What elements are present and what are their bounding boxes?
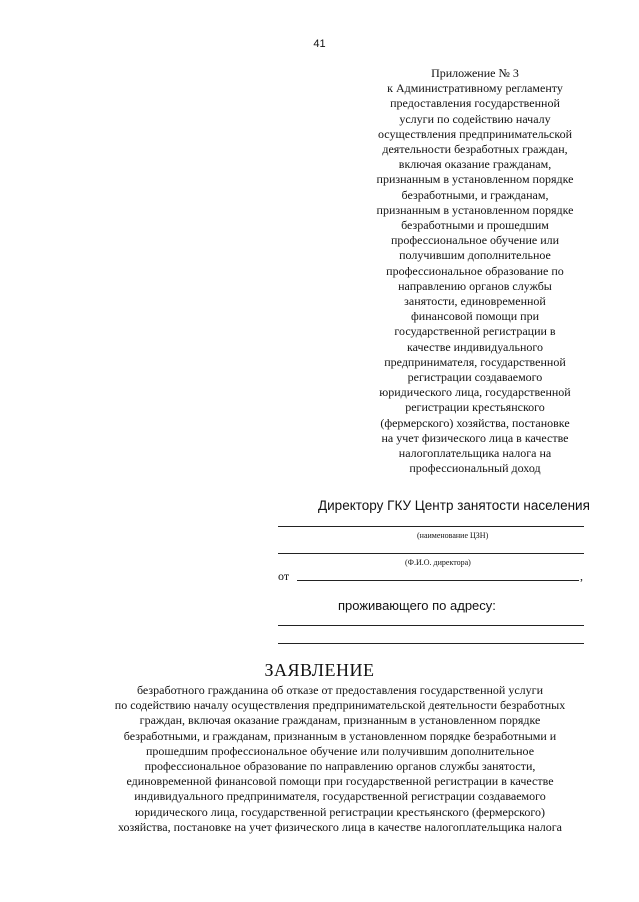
czn-name-line xyxy=(278,526,584,527)
appendix-line: регистрации крестьянского xyxy=(405,400,545,415)
appendix-line: деятельности безработных граждан, xyxy=(382,142,568,157)
appendix-line: к Административному регламенту xyxy=(387,81,563,96)
body-line: безработными, и гражданам, признанным в установленном порядке безработными и xyxy=(123,728,557,743)
appendix-line: профессиональный доход xyxy=(409,461,541,476)
appendix-line: профессиональное обучение или xyxy=(390,233,560,248)
body-line: индивидуального предпринимателя, государственной регистрации создаваемого xyxy=(134,789,546,804)
appendix-block xyxy=(370,66,580,476)
body-line: юридического лица, государственной регистрации крестьянского (фермерского) xyxy=(134,804,545,819)
address-line-2 xyxy=(278,643,584,644)
czn-name-caption: (наименование ЦЗН) xyxy=(417,531,489,540)
document-title: ЗАЯВЛЕНИЕ xyxy=(264,660,375,680)
appendix-line: юридического лица, государственной xyxy=(379,385,571,400)
appendix-line: предпринимателя, государственной xyxy=(384,354,566,369)
address-line-1 xyxy=(278,625,584,626)
appendix-line: (фермерского) хозяйства, постановке xyxy=(380,415,570,430)
body-line: безработного гражданина об отказе от предоставления государственной услуги xyxy=(136,683,543,697)
appendix-line: включая оказание гражданам, xyxy=(398,157,552,172)
appendix-line: государственной регистрации в xyxy=(394,324,556,339)
body-line: прошедшим профессиональное обучение или получившим дополнительное xyxy=(145,743,535,758)
body-line: граждан, включая оказание гражданам, признанным в установленном порядке xyxy=(139,713,541,728)
applicant-name-line xyxy=(297,580,579,581)
body-line: единовременной финансовой помощи при государственной регистрации в качестве xyxy=(126,774,554,789)
appendix-line: качестве индивидуального xyxy=(407,339,543,354)
page-number: 41 xyxy=(313,38,326,50)
appendix-line: финансовой помощи при xyxy=(411,309,539,324)
appendix-line: безработными, и гражданам, xyxy=(401,187,549,202)
appendix-line: осуществления предпринимательской xyxy=(378,126,572,141)
from-label: от xyxy=(278,569,290,583)
appendix-line: направлению органов службы xyxy=(398,278,552,293)
director-name-caption: (Ф.И.О. директора) xyxy=(405,558,471,567)
appendix-line: регистрации создаваемого xyxy=(407,370,543,385)
statement-body xyxy=(90,683,590,835)
addressee-heading: Директору ГКУ Центр занятости населения xyxy=(318,498,590,513)
appendix-line: профессиональное образование по xyxy=(386,263,564,278)
appendix-line: получившим дополнительное xyxy=(399,248,551,263)
appendix-line: Приложение № 3 xyxy=(431,66,519,80)
appendix-line: занятости, единовременной xyxy=(404,294,546,309)
residing-label: проживающего по адресу: xyxy=(338,598,496,613)
appendix-line: на учет физического лица в качестве xyxy=(381,430,569,445)
appendix-line: услуги по содействию началу xyxy=(399,111,551,126)
body-line: профессиональное образование по направлению органов службы занятости, xyxy=(144,759,536,774)
appendix-line: налогоплательщика налога на xyxy=(398,446,552,461)
appendix-line: предоставления государственной xyxy=(390,96,560,111)
director-name-line xyxy=(278,553,584,554)
appendix-line: безработными и прошедшим xyxy=(401,218,549,233)
body-line: по содействию началу осуществления предпринимательской деятельности безработных xyxy=(114,698,566,713)
appendix-line: признанным в установленном порядке xyxy=(376,172,574,187)
comma: , xyxy=(580,569,583,583)
appendix-line: признанным в установленном порядке xyxy=(376,202,574,217)
body-line: хозяйства, постановке на учет физического лица в качестве налогоплательщика налога xyxy=(118,819,562,834)
